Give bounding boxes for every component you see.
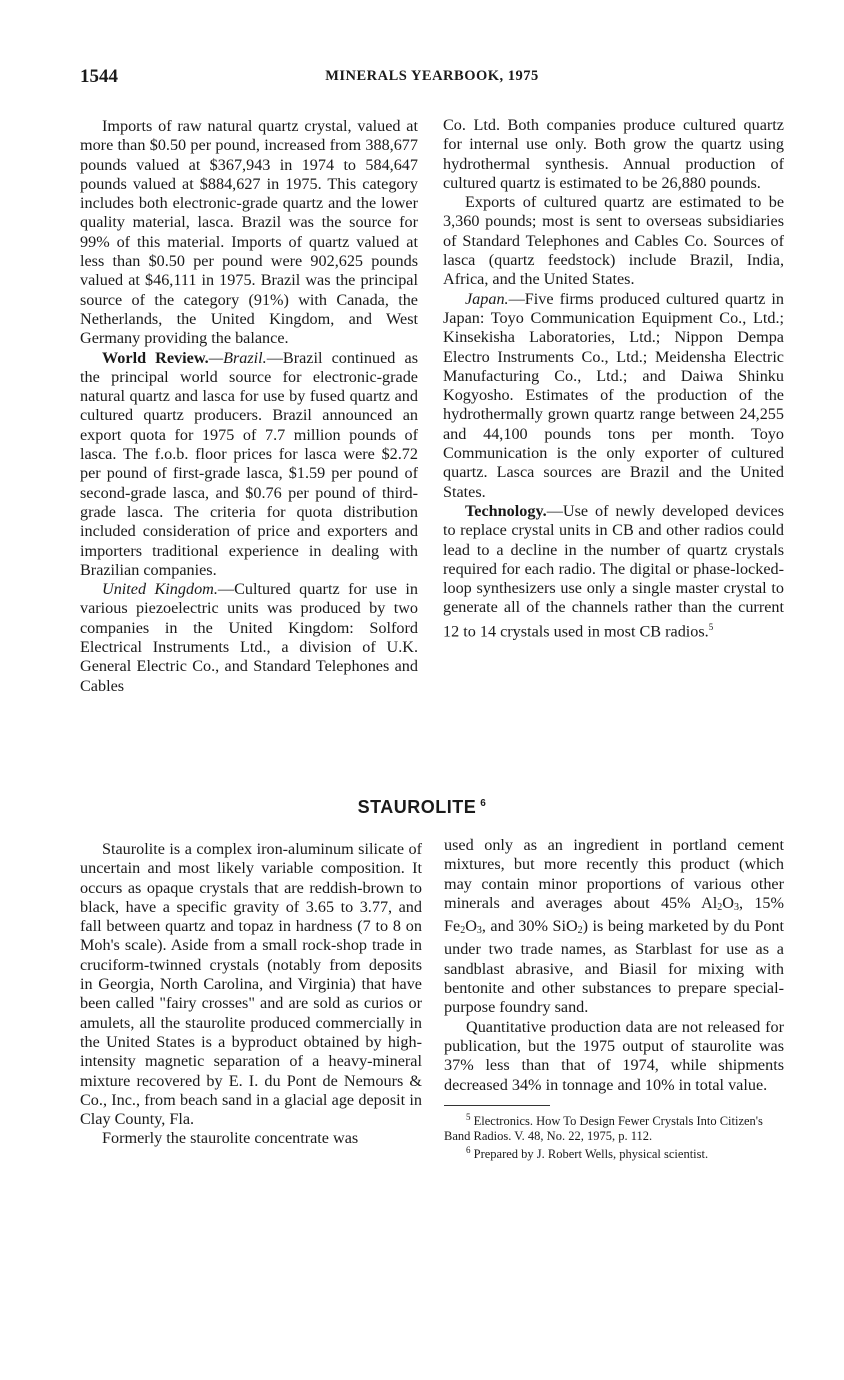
footnote-number: 5 [466, 1111, 471, 1122]
column-right-top [443, 116, 784, 641]
formula-fe2o3 [444, 917, 482, 935]
formula-part: O [465, 917, 477, 936]
footnote-text: Prepared by J. Robert Wells, physical scientist. [473, 1147, 709, 1162]
footnote-ref-6: 6 [480, 798, 487, 809]
paragraph-staurolite-formerly: Formerly the staurolite concentrate was [102, 1129, 359, 1148]
formula-al2o3 [701, 894, 739, 912]
text-run: ) is being marketed by du Pont under two trade names, as Starblast for use as a sandblast abrasive, and Biasil for mixing with bentonite and other substances to prepare special-purpose foundry sand. [444, 917, 785, 1017]
footnote-text: Electronics. How To Design Fewer Crystals Into Citizen's Band Radios. V. 48, No. 22, 1975, p. 112. [444, 1114, 763, 1143]
running-title: MINERALS YEARBOOK, 1975 [325, 68, 539, 84]
text-run: , and 30% [481, 917, 553, 936]
formula-sub: 3 [733, 901, 739, 913]
paragraph-quantitative: Quantitative production data are not released for publication, but the 1975 output of staurolite was 37% less than that of 1974, while shipments decreased 34% in tonnage and 10% in total value. [444, 1017, 784, 1094]
column-right-bottom [444, 836, 784, 1162]
paragraph-staurolite-uses [444, 836, 784, 1018]
page-header [80, 66, 784, 92]
footnote-ref-5: 5 [708, 621, 714, 632]
formula-part: Al [701, 893, 718, 912]
formula-sub: 2 [717, 901, 723, 913]
paragraph-uk-continued: Co. Ltd. Both companies produce cultured quartz for internal use only. Both grow the quartz using hydrothermal synthesis. Annual production of cultured quartz is estimated to be 26,880 pounds. [443, 116, 784, 192]
paragraph-staurolite-intro: Staurolite is a complex iron-aluminum silicate of uncertain and most likely variable composition. It occurs as opaque crystals that are reddish-brown to black, have a specific gravity of 3.65 to 3.77, and fall between quartz and topaz in hardness (7 to 8 on Moh's scale). Aside from a small rock-shop trade in cruciform-twinned crystals (notably from deposits in Georgia, North Carolina, and Virginia) that have been called "fairy crosses" and are sold as curios or amulets, all the staurolite produced commercially in the United States is a byproduct obtained by high-intensity magnetic separation of a heavy-mineral mixture recovered by E. I. du Pont de Nemours & Co., Inc., from beach sand in a glacial age deposit in Clay County, Fla. [80, 840, 422, 1129]
footnote-6 [444, 1143, 784, 1162]
column-left-top [80, 117, 418, 696]
paragraph-text: —Use of newly developed devices to replace crystal units in CB and other radios could lead to a decline in the number of quartz crystals required for each radio. The digital or phase-locked-loop synthesizers use only a single master crystal to generate all of the channels rather than the current 12 to 14 crystals used in most CB radios. [443, 501, 784, 641]
paragraph-text: —Brazil continued as the principal world source for electronic-grade natural quartz and lasca for use by fused quartz and cultured quartz producers. Brazil announced an export quota for 1975 of 7.7 million pounds of lasca. The f.o.b. floor prices for lasca were $2.72 per pound of first-grade lasca, $1.59 per pound of second-grade lasca, and $0.76 per pound of third-grade lasca. The criteria for quota distribution included consideration of price and exporters and importers traditional experience in dealing with Brazilian companies. [80, 348, 418, 579]
run-in-heading-world-review: World Review. [102, 348, 209, 367]
paragraph-united-kingdom [80, 580, 418, 696]
run-in-heading-technology: Technology. [465, 501, 547, 520]
paragraph-imports: Imports of raw natural quartz crystal, valued at more than $0.50 per pound, increased from 388,677 pounds valued at $367,943 in 1974 to 584,647 pounds valued at $884,627 in 1975. This category includes both electronic-grade quartz and the lower quality material, lasca. Brazil was the source for 99% of this material. Imports of quartz valued at less than $0.50 per pound were 902,625 pounds valued at $46,111 in 1975. Brazil was the principal source of the category (91%) with Canada, the Netherlands, the United Kingdom, and West Germany providing the balance. [80, 117, 418, 348]
country-united-kingdom: United Kingdom. [102, 580, 218, 599]
page-number: 1544 [80, 66, 118, 87]
text-run: used only as an ingredient in portland cement mixtures, but more recently this product (which may contain minor proportions of various other minerals and averages about 45% [444, 836, 784, 912]
formula-sub: 2 [577, 925, 583, 937]
section-title-text: STAUROLITE [357, 797, 477, 817]
formula-sub: 3 [476, 925, 482, 937]
country-brazil: —Brazil. [208, 348, 267, 367]
section-title-staurolite [0, 797, 844, 818]
formula-part: SiO [552, 917, 578, 936]
column-left-bottom [80, 840, 422, 1149]
paragraph-text: —Five firms produced cultured quartz in Japan: Toyo Communication Equipment Co., Ltd.; Kinsekisha Laboratories, Ltd.; Nippon Dempa Electro Instruments Co., Ltd.; Meidensha Electric Manufacturing Co., Ltd.; and Daiwa Shinku Kogyosho. Estimates of the production of the hydrothermally grown quartz range between 24,255 and 44,100 pounds tons per month. Toyo Communication is the only exporter of cultured quartz. Lasca sources are Brazil and the United States. [443, 289, 784, 501]
footnote-divider [444, 1105, 550, 1106]
paragraph-technology [443, 502, 784, 641]
paragraph-world-review [80, 349, 418, 581]
footnote-5 [444, 1110, 784, 1143]
paragraph-text: —Cultured quartz for use in various piezoelectric units was produced by two companies in the United Kingdom: Solford Electrical Instruments Ltd., a division of U.K. General Electric Co., and Standard Telephones and Cables [80, 580, 418, 695]
paragraph-japan [443, 290, 784, 502]
formula-part: Fe [444, 917, 461, 936]
footnote-number: 6 [466, 1145, 471, 1156]
text-run: , 15% [738, 893, 784, 912]
formula-sio2 [552, 917, 582, 935]
formula-sub: 2 [460, 925, 466, 937]
formula-part: O [722, 893, 734, 912]
country-japan: Japan. [465, 289, 509, 308]
paragraph-exports: Exports of cultured quartz are estimated to be 3,360 pounds; most is sent to overseas subsidiaries of Standard Telephones and Cables Co. Sources of lasca (quartz feedstock) include Brazil, India, Africa, and the United States. [443, 193, 784, 289]
